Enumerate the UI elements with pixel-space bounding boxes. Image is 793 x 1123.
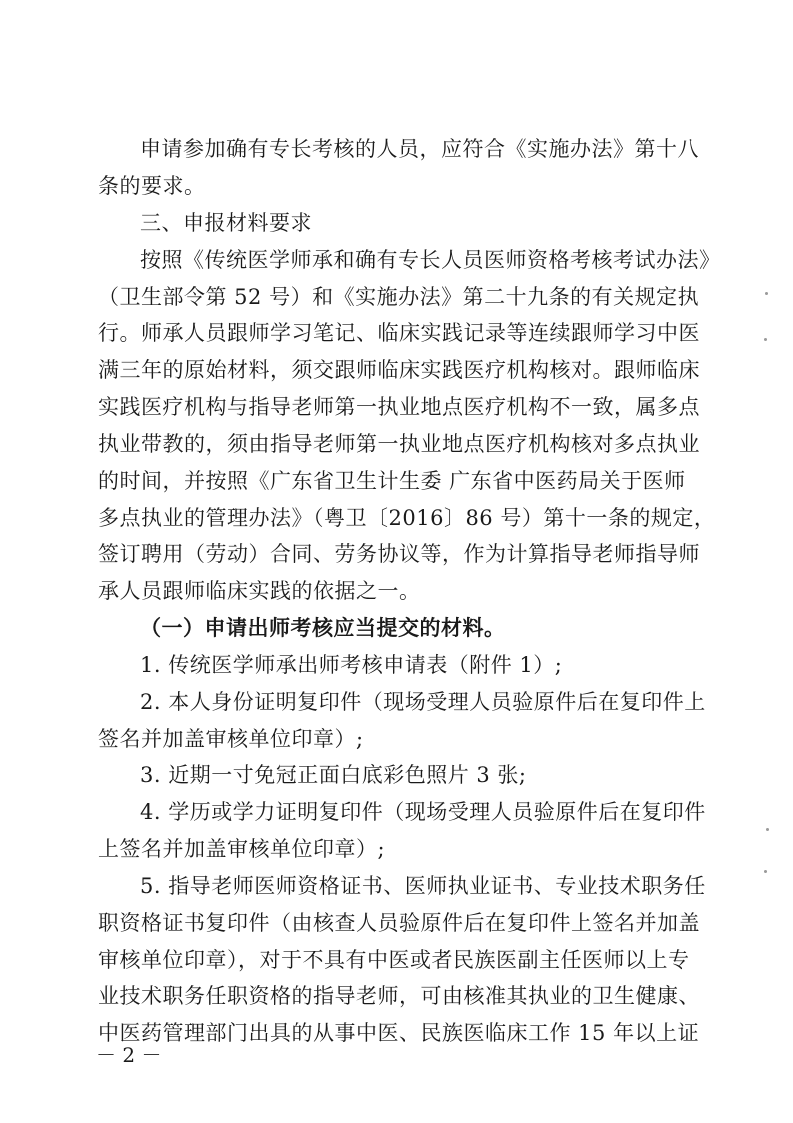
body-text-line: 执业带教的，须由指导老师第一执业地点医疗机构核对多点执业: [98, 432, 700, 456]
body-text-line: 行。师承人员跟师学习笔记、临床实践记录等连续跟师学习中医: [98, 321, 700, 345]
body-text-line: 上签名并加盖审核单位印章）;: [98, 837, 386, 861]
body-text-line: 实践医疗机构与指导老师第一执业地点医疗机构不一致，属多点: [98, 395, 700, 419]
body-text-line: 申请参加确有专长考核的人员，应符合《实施办法》第十八: [140, 137, 699, 161]
list-item: 3. 近期一寸免冠正面白底彩色照片 3 张;: [140, 763, 527, 787]
scan-speck: [764, 338, 767, 341]
list-item: 4. 学历或学力证明复印件（现场受理人员验原件后在复印件: [140, 800, 706, 824]
scan-speck: [766, 828, 769, 831]
body-text-line: 承人员跟师临床实践的依据之一。: [98, 579, 421, 603]
body-text-line: 按照《传统医学师承和确有专长人员医师资格考核考试办法》: [140, 248, 721, 272]
body-text-line: 条的要求。: [98, 174, 206, 198]
body-text-line: 满三年的原始材料，须交跟师临床实践医疗机构核对。跟师临床: [98, 358, 700, 382]
page-number: － 2 －: [96, 1043, 162, 1067]
body-text-line: 签订聘用（劳动）合同、劳务协议等，作为计算指导老师指导师: [98, 542, 700, 566]
body-text-line: 签名并加盖审核单位印章）;: [98, 727, 364, 751]
list-item: 1. 传统医学师承出师考核申请表（附件 1）;: [140, 653, 563, 677]
body-text-line: 的时间，并按照《广东省卫生计生委 广东省中医药局关于医师: [98, 469, 686, 493]
list-item: 5. 指导老师医师资格证书、医师执业证书、专业技术职务任: [140, 874, 706, 898]
body-text-line: （卫生部令第 52 号）和《实施办法》第二十九条的有关规定执: [98, 285, 700, 309]
body-text-line: 业技术职务任职资格的指导老师，可由核准其执业的卫生健康、: [98, 984, 700, 1008]
scan-speck: [765, 292, 768, 295]
section-heading: 三、申报材料要求: [140, 211, 312, 235]
body-text-line: 职资格证书复印件（由核查人员验原件后在复印件上签名并加盖: [98, 911, 700, 935]
body-text-line: 中医药管理部门出具的从事中医、民族医临床工作 15 年以上证: [98, 1021, 700, 1045]
body-text-line: 多点执业的管理办法》（粤卫〔2016〕86 号）第十一条的规定，: [98, 506, 716, 530]
list-item: 2. 本人身份证明复印件（现场受理人员验原件后在复印件上: [140, 690, 706, 714]
scan-speck: [764, 870, 767, 873]
subsection-heading: （一）申请出师考核应当提交的材料。: [140, 615, 506, 640]
body-text-line: 审核单位印章），对于不具有中医或者民族医副主任医师以上专: [98, 948, 690, 972]
